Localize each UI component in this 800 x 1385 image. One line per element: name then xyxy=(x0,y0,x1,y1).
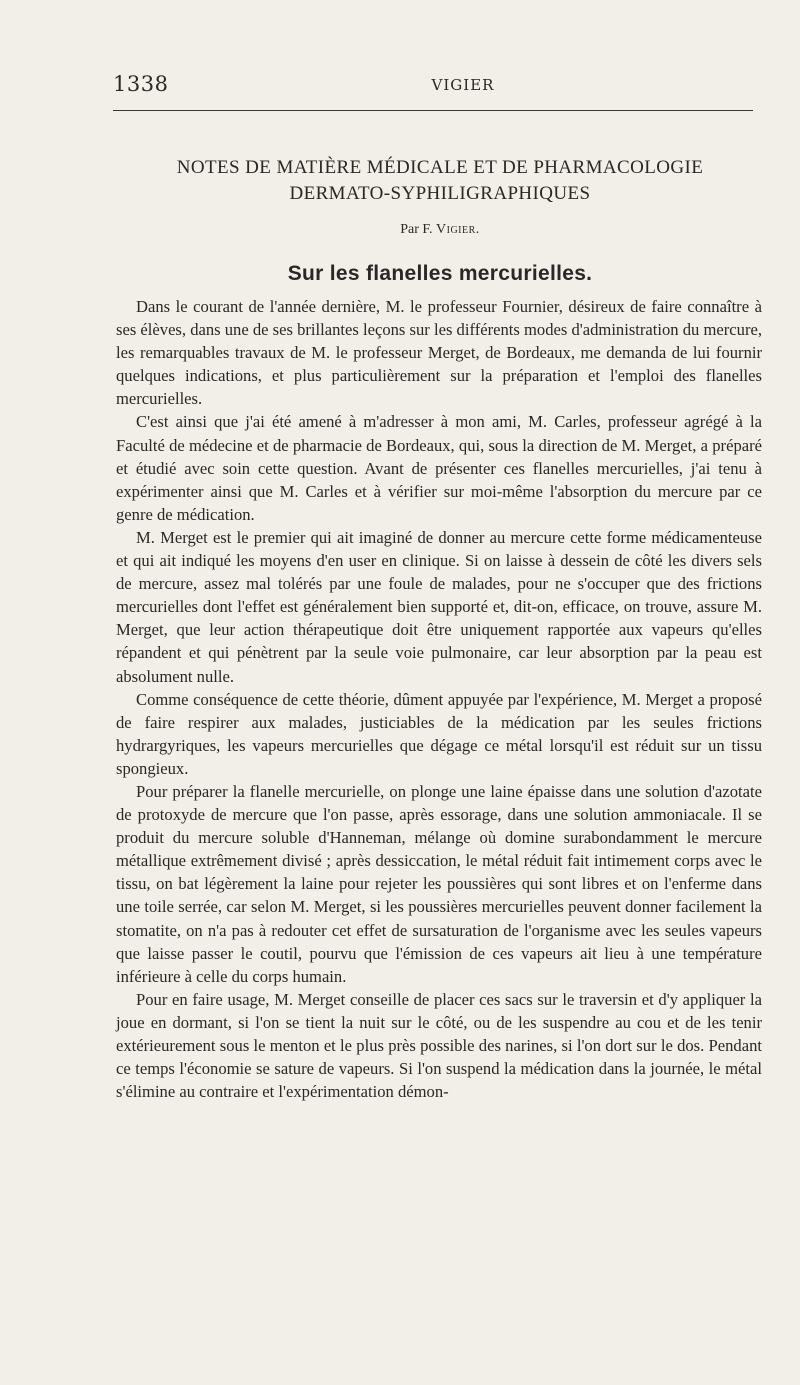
author-name: Vigier. xyxy=(436,222,480,237)
paragraph: Pour en faire usage, M. Merget conseille de placer ces sacs sur le traversin et d'y appliquer la joue en dormant, si l'on se tient la nuit sur le côté, ou de les suspendre au cou et de les tenir extérieurement sous le menton et le plus près possible des narines, si l'on dort sur le dos. Pendant ce temps l'économie se sature de vapeurs. Si l'on suspend la médication dans la journée, le métal s'élimine au contraire et l'expérimentation démon- xyxy=(116,989,762,1102)
running-header xyxy=(113,72,753,102)
page-number: 1338 xyxy=(113,72,169,96)
paragraph: C'est ainsi que j'ai été amené à m'adresser à mon ami, M. Carles, professeur agrégé à la Faculté de médecine et de pharmacie de Bordeaux, qui, sous la direction de M. Merget, a préparé et étudié avec soin cette question. Avant de présenter ces flanelles mercurielles, j'ai tenu à expérimenter ainsi que M. Carles et à vérifier sur moi-même l'absorption du mercure par ce genre de médication. xyxy=(116,412,762,524)
paragraph: M. Merget est le premier qui ait imaginé de donner au mercure cette forme médicamenteuse et qui ait indiqué les moyens d'en user en clinique. Si on laisse à dessein de côté les divers sels de mercure, assez mal tolérés par une foule de malades, pour ne s'occuper que des frictions mercurielles dont l'effet est généralement bien supporté et, dit-on, efficace, on trouve, assure M. Merget, que leur action thérapeutique doit être uniquement rapportée aux vapeurs qu'elles répandent et qui pénètrent par la seule voie pulmonaire, car leur absorption par la peau est absolument nulle. xyxy=(116,527,762,686)
article-title-line-1: NOTES DE MATIÈRE MÉDICALE ET DE PHARMACOLOGIE xyxy=(176,157,704,178)
paragraph: Comme conséquence de cette théorie, dûment appuyée par l'expérience, M. Merget a proposé de faire respirer aux malades, justiciables de la médication par les seules frictions hydrargyriques, les vapeurs mercurielles que dégage ce métal lorsqu'il est réduit sur un tissu spongieux. xyxy=(116,689,762,778)
article-title-line-2: DERMATO-SYPHILIGRAPHIQUES xyxy=(289,183,591,204)
article-title xyxy=(100,155,780,207)
byline-prefix: Par F. xyxy=(400,222,433,237)
byline xyxy=(100,222,780,238)
body-text xyxy=(116,295,762,1103)
paragraph: Pour préparer la flanelle mercurielle, on plonge une laine épaisse dans une solution d'azotate de protoxyde de mercure que l'on passe, après essorage, dans une solution ammoniacale. Il se produit du mercure soluble d'Hanneman, mélange où domine surabondamment le mercure métallique extrêmement divisé ; après dessiccation, le métal réduit fait intimement corps avec le tissu, on bat légèrement la laine pour rejeter les poussières qui sont libres et on l'enferme dans une toile serrée, car selon M. Merget, si les poussières mercurielles peuvent donner facilement la stomatite, on n'a pas à redouter cet effet de sursaturation de l'organisme avec les seules vapeurs que laisse passer le coutil, pourvu que l'émission de ces vapeurs ait lieu à une température inférieure à celle du corps humain. xyxy=(116,781,762,986)
running-title: VIGIER xyxy=(431,76,495,94)
header-rule xyxy=(113,110,753,111)
paragraph: Dans le courant de l'année dernière, M. le professeur Fournier, désireux de faire connaître à ses élèves, dans une de ses brillantes leçons sur les différents modes d'administration du mercure, les remarquables travaux de M. le professeur Merget, de Bordeaux, me demanda de lui fournir quelques indications, et plus particulièrement sur la préparation et l'emploi des flanelles mercurielles. xyxy=(116,297,762,409)
section-title: Sur les flanelles mercurielles. xyxy=(287,262,593,285)
